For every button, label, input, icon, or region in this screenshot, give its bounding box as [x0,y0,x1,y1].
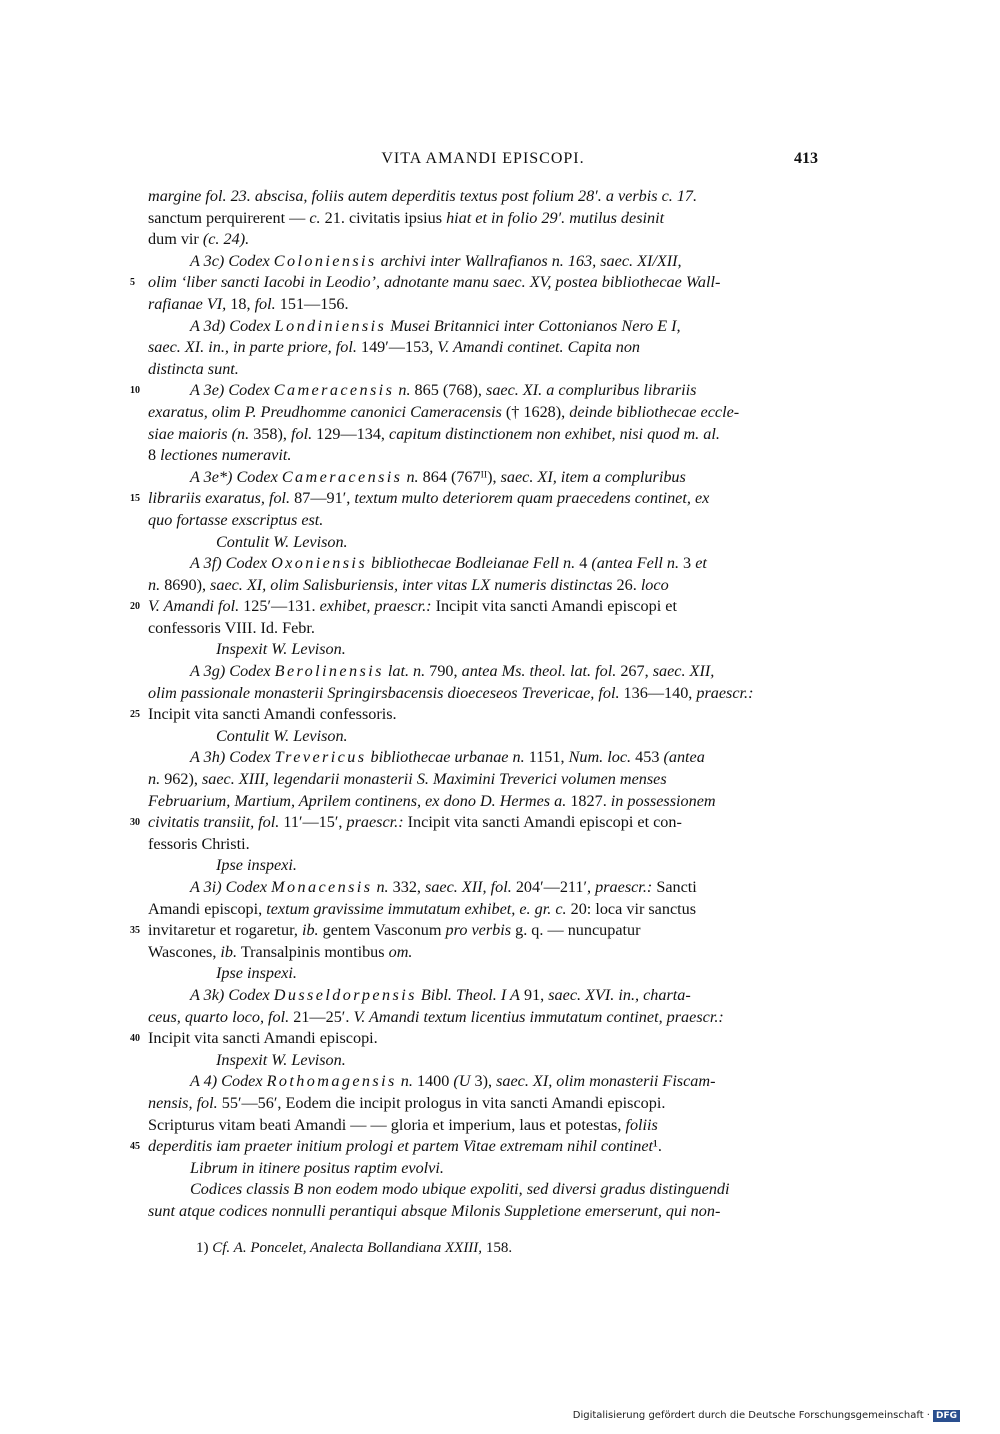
text-segment: hiat et in folio 29′. mutilus desinit [446,208,665,227]
digitization-text: Digitalisierung gefördert durch die Deutsche Forschungsgemeinschaft · [572,1410,930,1421]
text-segment: Incipit vita sancti Amandi episcopi. [148,1029,378,1048]
text-segment: bibliothecae urbanae n. [366,748,525,767]
text-segment: invitaretur et rogaretur, [148,921,302,940]
text-segment: Incipit vita sancti Amandi confessoris. [148,705,397,724]
text-segment: textum multo deteriorem quam praecedens continet, ex [354,489,710,508]
text-segment: saec. XI, olim monasterii Fiscam- [496,1072,716,1091]
text-segment: Librum in itinere positus raptim evolvi. [190,1158,444,1177]
text-segment: Cameracensis [281,467,403,486]
text-segment: Wascones, [148,942,221,961]
text-line [148,1115,818,1137]
text-segment: Coloniensis [273,251,377,270]
text-segment: 453 [631,748,664,767]
text-segment: Sancti [652,878,697,896]
text-segment: A 3f) Codex [190,554,272,573]
text-line [148,532,818,554]
text-segment: Codices classis B non eodem modo ubique expoliti, sed diversi gradus distinguendi [190,1180,730,1199]
text-segment: exhibet, praescr.: [319,597,432,616]
text-segment: praescr.: [696,683,754,702]
text-line [148,1179,818,1201]
text-segment: quo fortasse exscriptus est. [148,510,324,529]
text-segment: fol. [290,424,313,443]
text-line [148,294,818,316]
text-segment: 3), [470,1072,497,1091]
text-segment: V. Amandi fol. [148,597,240,616]
text-line [148,639,818,661]
text-line [148,510,818,532]
text-segment: (antea [663,748,705,767]
text-line [148,726,818,748]
text-line [148,467,818,489]
text-segment: Bibl. Theol. I A [416,985,520,1004]
line-number: 25 [130,709,140,721]
text-segment: librariis exaratus, fol. [148,489,291,508]
body-text [130,186,818,1223]
text-segment: Musei Britannici inter Cottonianos Nero E I, [386,316,681,335]
line-number: 15 [130,493,140,505]
text-segment: saec. XI, item a compluribus [500,467,686,486]
text-line [148,834,818,856]
text-segment: gentem Vasconum [318,921,446,940]
text-segment: distincta sunt. [148,359,239,378]
text-segment: loco [640,575,669,594]
footnote-marker: 1) [196,1240,213,1256]
text-line [148,985,818,1007]
text-segment: siae maioris (n. [148,424,250,443]
text-segment: saec. XII, [652,662,715,681]
page-number: 413 [794,150,818,167]
text-segment: n. [148,575,161,594]
text-line [148,229,818,251]
text-segment: 1827. [566,791,611,810]
text-segment: 129—134, [312,424,390,443]
text-segment: n. [372,878,389,896]
text-segment: antea Ms. theol. lat. fol. [461,662,617,681]
text-segment: confessoris VIII. Id. Febr. [148,618,315,637]
text-segment: n. [396,1072,413,1091]
text-segment: 21. civitatis ipsius [320,208,447,227]
text-line [148,791,818,813]
text-segment: sanctum perquirerent — [148,208,310,227]
text-line [148,747,818,769]
text-line [148,963,818,985]
text-segment: 11′—15′, [279,813,347,832]
text-segment: 55′—56′, Eodem die incipit prologus in vita sancti Amandi episcopi. [217,1093,666,1112]
text-segment: A 3e*) Codex [190,467,282,486]
text-segment: Dusseldorpensis [273,985,417,1004]
line-number: 35 [130,925,140,937]
line-number: 10 [130,385,140,397]
text-segment: A 4) Codex [190,1072,267,1091]
text-segment: saec. XVI. in., charta- [548,985,691,1004]
text-segment: saec. XI. a compluribus librariis [486,381,697,400]
text-segment: 3 [679,554,696,573]
text-segment: ib. [301,921,319,940]
text-segment: 87—91′, [290,489,355,508]
text-line [148,1050,818,1072]
text-segment: A 3c) Codex [190,251,274,270]
text-segment: Amandi episcopi, [148,899,267,918]
text-segment: margine fol. 23. abscisa, foliis autem deperditis textus post folium 28′. a verbis c. 17. [148,187,698,205]
text-segment: n. [394,381,411,400]
text-segment: († 1628), [501,402,570,421]
text-line [130,920,818,942]
text-segment: saec. XI, olim Salisburiensis, inter vitas LX numeris distinctas [210,575,613,594]
text-segment: lat. n. [383,662,426,681]
text-line [148,1201,818,1223]
text-line [148,208,818,230]
text-segment: civitatis transiit, fol. [148,813,280,832]
text-segment: c. [309,208,321,227]
text-segment: 149′—153, [356,338,438,357]
text-segment: om. [388,942,413,961]
text-segment: capitum distinctionem non exhibet, nisi quod m. al. [389,424,720,443]
line-number: 30 [130,817,140,829]
line-number: 20 [130,601,140,613]
text-line [148,316,818,338]
text-segment: 8690), [160,575,211,594]
text-segment: V. Amandi textum licentius immutatum continet, praescr.: [353,1007,724,1026]
text-line [148,1158,818,1180]
text-segment: A 3e) Codex [190,381,274,400]
text-segment: foliis [625,1115,658,1134]
text-segment: archivi inter Wallrafianos n. 163, saec. XI/XII, [376,251,682,270]
text-segment: 267, [616,662,653,681]
text-line [148,618,818,640]
text-line [130,1136,818,1158]
text-segment: Monacensis [271,878,373,896]
text-segment: (antea Fell n. [591,554,679,573]
text-line [148,1071,818,1093]
text-segment: ¹. [653,1137,662,1156]
text-segment: 332, [388,878,426,896]
text-segment: Cameracensis [273,381,395,400]
text-segment: bibliothecae Bodleianae Fell n. [367,554,576,573]
footnote-page: 158. [482,1240,513,1256]
text-segment: saec. XII, fol. [425,878,512,896]
text-segment: Trevericus [274,748,367,767]
text-line [148,186,818,208]
text-line [130,704,818,726]
text-segment: 962), [160,770,202,789]
text-segment: V. Amandi continet. Capita non [437,338,641,357]
text-line [148,661,818,683]
text-segment: Londiniensis [274,316,387,335]
text-segment: (U [453,1072,471,1091]
text-segment: et [695,554,707,573]
footnote [196,1240,512,1257]
text-segment: praescr.: [346,813,404,832]
text-segment: exaratus, olim P. Preudhomme canonici Cameracensis [148,402,502,421]
text-segment: saec. XI. in., in parte priore, fol. [148,338,357,357]
text-segment: 1151, [524,748,569,767]
text-segment: 8 [148,446,161,465]
text-segment: 26. [612,575,641,594]
text-line [148,1007,818,1029]
text-segment: 4 [575,554,592,573]
text-segment: 204′—211′, [511,878,596,896]
page-header [148,150,818,174]
text-segment: Incipit vita sancti Amandi episcopi et [431,597,677,616]
text-segment: A 3g) Codex [190,662,275,681]
text-line [148,402,818,424]
text-segment: Ipse inspexi. [216,856,297,875]
dfg-logo: DFG [933,1410,960,1422]
text-segment: fessoris Christi. [148,834,250,853]
text-segment: n. [402,467,419,486]
text-segment: sunt atque codices nonnulli perantiqui absque Milonis Suppletione emerserunt, qui non- [148,1201,721,1220]
text-line [148,855,818,877]
text-segment: Februarium, Martium, Aprilem continens, ex dono D. Hermes a. [148,791,567,810]
text-line [130,812,818,834]
text-segment: A 3k) Codex [190,985,274,1004]
text-segment: Scripturus vitam beati Amandi — — gloria et imperium, laus et potestas, [148,1115,626,1134]
text-line [148,899,818,921]
text-segment: praescr.: [595,878,653,896]
text-segment: Num. loc. [568,748,632,767]
text-segment: (c. 24). [202,230,250,249]
text-segment: Ipse inspexi. [216,964,297,983]
text-line [130,1028,818,1050]
text-segment: deperditis iam praeter initium prologi et partem Vitae extremam nihil continet [148,1137,654,1156]
text-segment: nensis, fol. [148,1093,218,1112]
text-segment: A 3h) Codex [190,748,275,767]
text-segment: ceus, quarto loco, fol. [148,1007,290,1026]
text-segment: ib. [220,942,238,961]
text-line [130,380,818,402]
text-segment: 790, [425,662,462,681]
text-segment: Oxoniensis [271,554,368,573]
text-segment: Inspexit W. Levison. [216,1050,346,1069]
text-segment: 151—156. [275,294,349,313]
text-segment: 865 (768), [410,381,487,400]
text-segment: A 3i) Codex [190,878,272,896]
running-title: VITA AMANDI EPISCOPI. [381,150,585,167]
text-segment: deinde bibliothecae eccle- [569,402,740,421]
text-line [130,596,818,618]
text-line [148,877,818,899]
text-segment: Transalpinis montibus [237,942,389,961]
line-number: 45 [130,1141,140,1153]
text-segment: n. [148,770,161,789]
text-segment: Inspexit W. Levison. [216,640,346,659]
text-segment: g. q. — nuncupatur [511,921,641,940]
text-segment: olim passionale monasterii Springirsbacensis dioeceseos Trevericae, fol. [148,683,620,702]
line-number: 40 [130,1033,140,1045]
text-segment: 864 (767ᴵᴵ), [418,467,501,486]
text-line [130,272,818,294]
text-segment: Contulit W. Levison. [216,726,348,745]
line-number: 5 [130,277,135,289]
text-segment: saec. XIII, legendarii monasterii S. Maximini Treverici volumen menses [201,770,667,789]
text-segment: 358), [249,424,291,443]
text-line [148,445,818,467]
text-segment: 20: loca vir sanctus [566,899,697,918]
text-segment: Incipit vita sancti Amandi episcopi et con- [403,813,682,832]
text-segment: olim ‘liber sancti Iacobi in Leodio’, adnotante manu saec. XV, postea bibliothecae Wall- [148,273,721,292]
text-line [148,1093,818,1115]
text-segment: Berolinensis [274,662,384,681]
text-segment: 18, [226,294,255,313]
text-line [148,942,818,964]
text-segment: 21—25′. [289,1007,354,1026]
text-segment: A 3d) Codex [190,316,275,335]
text-segment: in possessionem [610,791,716,810]
text-line [148,251,818,273]
text-segment: Contulit W. Levison. [216,532,348,551]
digitization-note [573,1410,960,1422]
text-segment: 136—140, [619,683,697,702]
text-segment: 125′—131. [239,597,320,616]
text-line [148,575,818,597]
text-segment: 1400 [412,1072,454,1091]
text-segment: fol. [254,294,276,313]
text-line [148,683,818,705]
text-line [130,488,818,510]
text-segment: 91, [519,985,549,1004]
text-line [148,424,818,446]
text-line [148,553,818,575]
text-segment: textum gravissime immutatum exhibet, e. gr. c. [266,899,567,918]
text-line [148,359,818,381]
text-segment: pro verbis [445,921,512,940]
text-segment: rafianae VI, [148,294,227,313]
footnote-text: Cf. A. Poncelet, Analecta Bollandiana XXIII, [212,1240,483,1256]
text-segment: Rothomagensis [266,1072,397,1091]
text-line [148,769,818,791]
text-segment: lectiones numeravit. [160,446,292,465]
text-segment: dum vir [148,230,203,249]
text-line [148,337,818,359]
